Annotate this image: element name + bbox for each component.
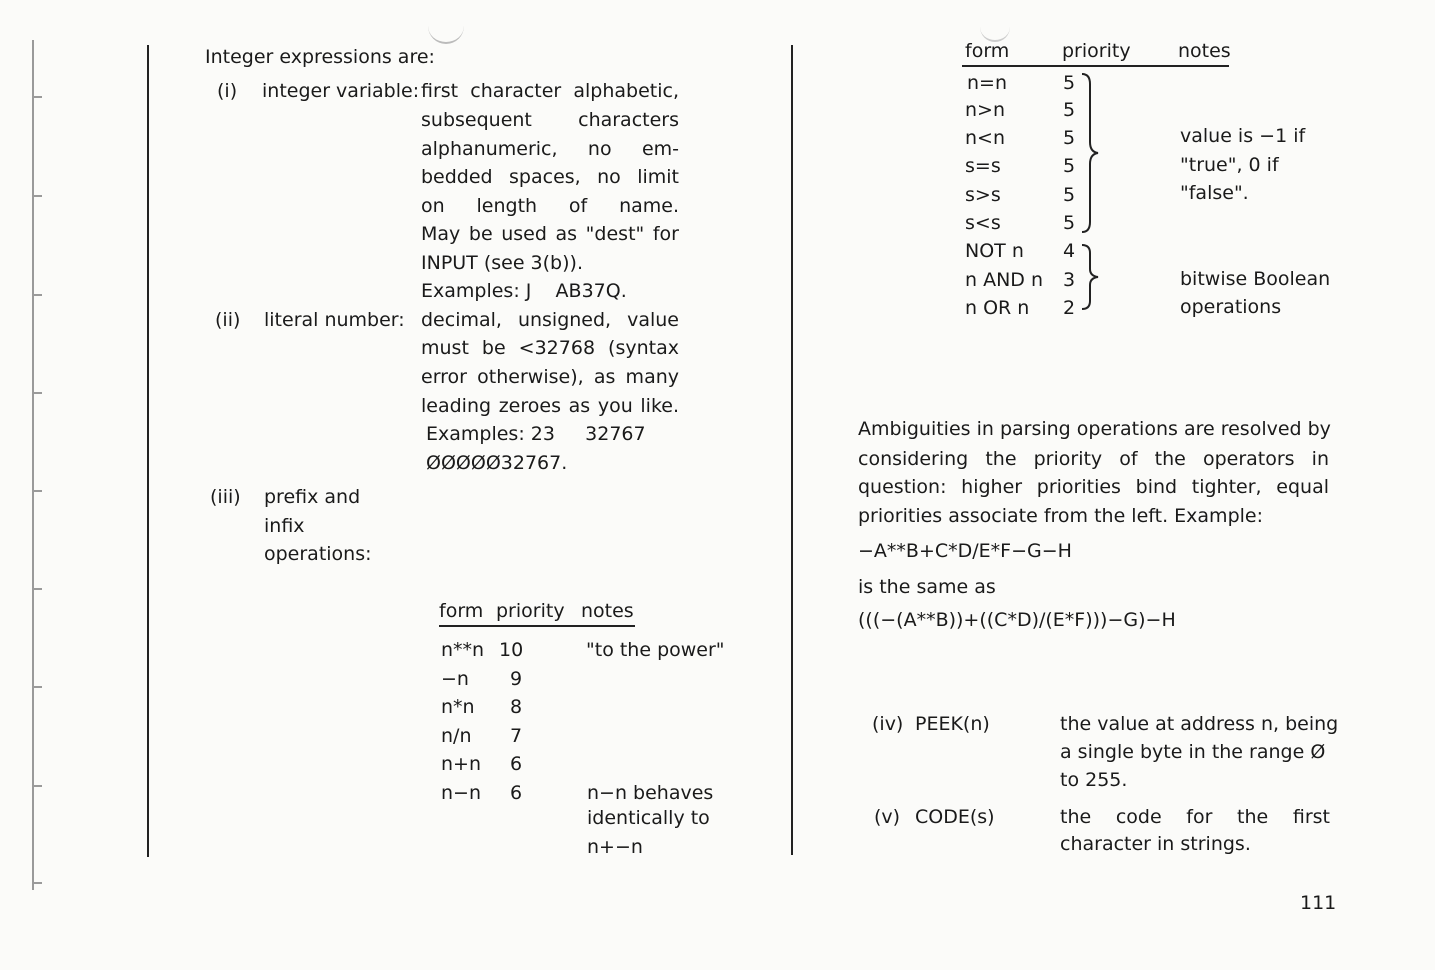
table-cell-priority: 6 — [510, 753, 523, 775]
function-desc-line: a single byte in the range Ø — [1060, 741, 1326, 763]
table-cell-priority: 10 — [499, 639, 524, 661]
item-desc-line: INPUT (see 3(b)). — [421, 252, 583, 274]
item-number: (iii) — [210, 486, 241, 508]
same-as-text: is the same as — [858, 576, 996, 598]
table-cell-priority: 8 — [510, 696, 523, 718]
item-desc-line: alphanumeric, no em- — [421, 138, 679, 160]
table-cell-priority: 5 — [1063, 212, 1076, 234]
table-cell-form: n<n — [965, 127, 1006, 149]
item-desc-line: May be used as "dest" for — [421, 223, 679, 245]
item-desc-line: first character alphabetic, — [421, 80, 679, 102]
table-cell-note: "to the power" — [586, 639, 725, 661]
table-cell-form: n+n — [441, 753, 482, 775]
binder-tick — [32, 882, 42, 884]
item-label: prefix and — [264, 486, 361, 508]
table-cell-priority: 6 — [510, 782, 523, 804]
table-cell-priority: 4 — [1063, 240, 1076, 262]
group-note-line: bitwise Boolean — [1180, 268, 1331, 290]
table-cell-form: s=s — [965, 155, 1001, 177]
table-cell-priority: 7 — [510, 725, 523, 747]
intro-text: Integer expressions are: — [205, 46, 435, 68]
table-cell-form: s>s — [965, 184, 1001, 206]
table-cell-form: s<s — [965, 212, 1001, 234]
item-number: (v) — [874, 806, 901, 828]
paragraph-line: priorities associate from the left. Example: — [858, 505, 1263, 527]
binder-tick — [32, 294, 42, 296]
table-header-form: form — [439, 600, 484, 622]
table-cell-priority: 5 — [1063, 184, 1076, 206]
function-desc-line: character in strings. — [1060, 833, 1251, 855]
binder-tick — [32, 195, 42, 197]
table-header-notes: notes — [581, 600, 634, 622]
table-cell-form: −n — [441, 668, 469, 690]
binder-tick — [32, 785, 42, 787]
right-column-rule — [791, 45, 793, 855]
item-number: (ii) — [215, 309, 241, 331]
table-cell-form: n=n — [967, 72, 1008, 94]
table-note-line: n+−n — [587, 836, 643, 858]
binder-tick — [32, 392, 42, 394]
table-cell-priority: 5 — [1063, 127, 1076, 149]
table-cell-priority: 5 — [1063, 155, 1076, 177]
group-note-line: value is −1 if — [1180, 125, 1306, 147]
table-note-line: n−n behaves — [587, 782, 714, 804]
example-expression: −A**B+C*D/E*F−G−H — [858, 540, 1072, 562]
table-header-notes: notes — [1178, 40, 1231, 62]
table-cell-form: n*n — [441, 696, 475, 718]
table-header-priority: priority — [1062, 40, 1131, 62]
table-cell-priority: 9 — [510, 668, 523, 690]
table-cell-priority: 5 — [1063, 99, 1076, 121]
paragraph-line: Ambiguities in parsing operations are resolved by — [858, 418, 1331, 440]
table-cell-form: n−n — [441, 782, 482, 804]
item-desc-line: on length of name. — [421, 195, 679, 217]
function-desc-line: the code for the first — [1060, 806, 1330, 828]
item-label: integer variable: — [262, 80, 420, 102]
group-note-line: operations — [1180, 296, 1282, 318]
table-cell-form: NOT n — [965, 240, 1024, 262]
table-cell-priority: 2 — [1063, 297, 1076, 319]
table-cell-form: n/n — [441, 725, 472, 747]
binder-tick — [32, 588, 42, 590]
item-desc-line: bedded spaces, no limit — [421, 166, 679, 188]
item-label: infix — [264, 515, 305, 537]
punch-hole-mark — [428, 18, 464, 44]
item-desc-line: subsequent characters — [421, 109, 679, 131]
function-desc-line: the value at address n, being — [1060, 713, 1339, 735]
group-note-line: "false". — [1180, 182, 1249, 204]
item-label: operations: — [264, 543, 372, 565]
group-note-line: "true", 0 if — [1180, 154, 1279, 176]
item-number: (iv) — [872, 713, 904, 735]
example-expression: (((−(A**B))+((C*D)/(E*F)))−G)−H — [858, 609, 1176, 631]
function-name: CODE(s) — [915, 806, 995, 828]
function-name: PEEK(n) — [915, 713, 990, 735]
item-desc-line: error otherwise), as many — [421, 366, 679, 388]
binder-tick — [32, 96, 42, 98]
item-desc-line: must be <32768 (syntax — [421, 337, 679, 359]
table-cell-form: n OR n — [965, 297, 1030, 319]
table-cell-form: n**n — [441, 639, 485, 661]
table-cell-priority: 5 — [1063, 72, 1076, 94]
binder-tick — [32, 490, 42, 492]
binder-spine — [32, 40, 34, 890]
table-header-priority: priority — [496, 600, 565, 622]
table-cell-form: n AND n — [965, 269, 1044, 291]
grouping-brace — [1080, 243, 1104, 311]
item-desc-line: leading zeroes as you like. — [421, 395, 679, 417]
table-cell-form: n>n — [965, 99, 1006, 121]
paragraph-line: considering the priority of the operators in — [858, 448, 1329, 470]
item-number: (i) — [217, 80, 238, 102]
left-column-rule — [147, 45, 149, 857]
grouping-brace — [1080, 72, 1104, 234]
paragraph-line: question: higher priorities bind tighter, equal — [858, 476, 1329, 498]
table-cell-priority: 3 — [1063, 269, 1076, 291]
table-header-form: form — [965, 40, 1010, 62]
binder-tick — [32, 686, 42, 688]
function-desc-line: to 255. — [1060, 769, 1128, 791]
item-desc-line: Examples: J AB37Q. — [421, 280, 627, 302]
page-number: 111 — [1300, 892, 1337, 914]
item-desc-line: Examples: 23 32767 — [426, 423, 646, 445]
table-note-line: identically to — [587, 807, 710, 829]
item-label: literal number: — [264, 309, 405, 331]
item-desc-line: ØØØØØ32767. — [426, 452, 568, 474]
item-desc-line: decimal, unsigned, value — [421, 309, 679, 331]
